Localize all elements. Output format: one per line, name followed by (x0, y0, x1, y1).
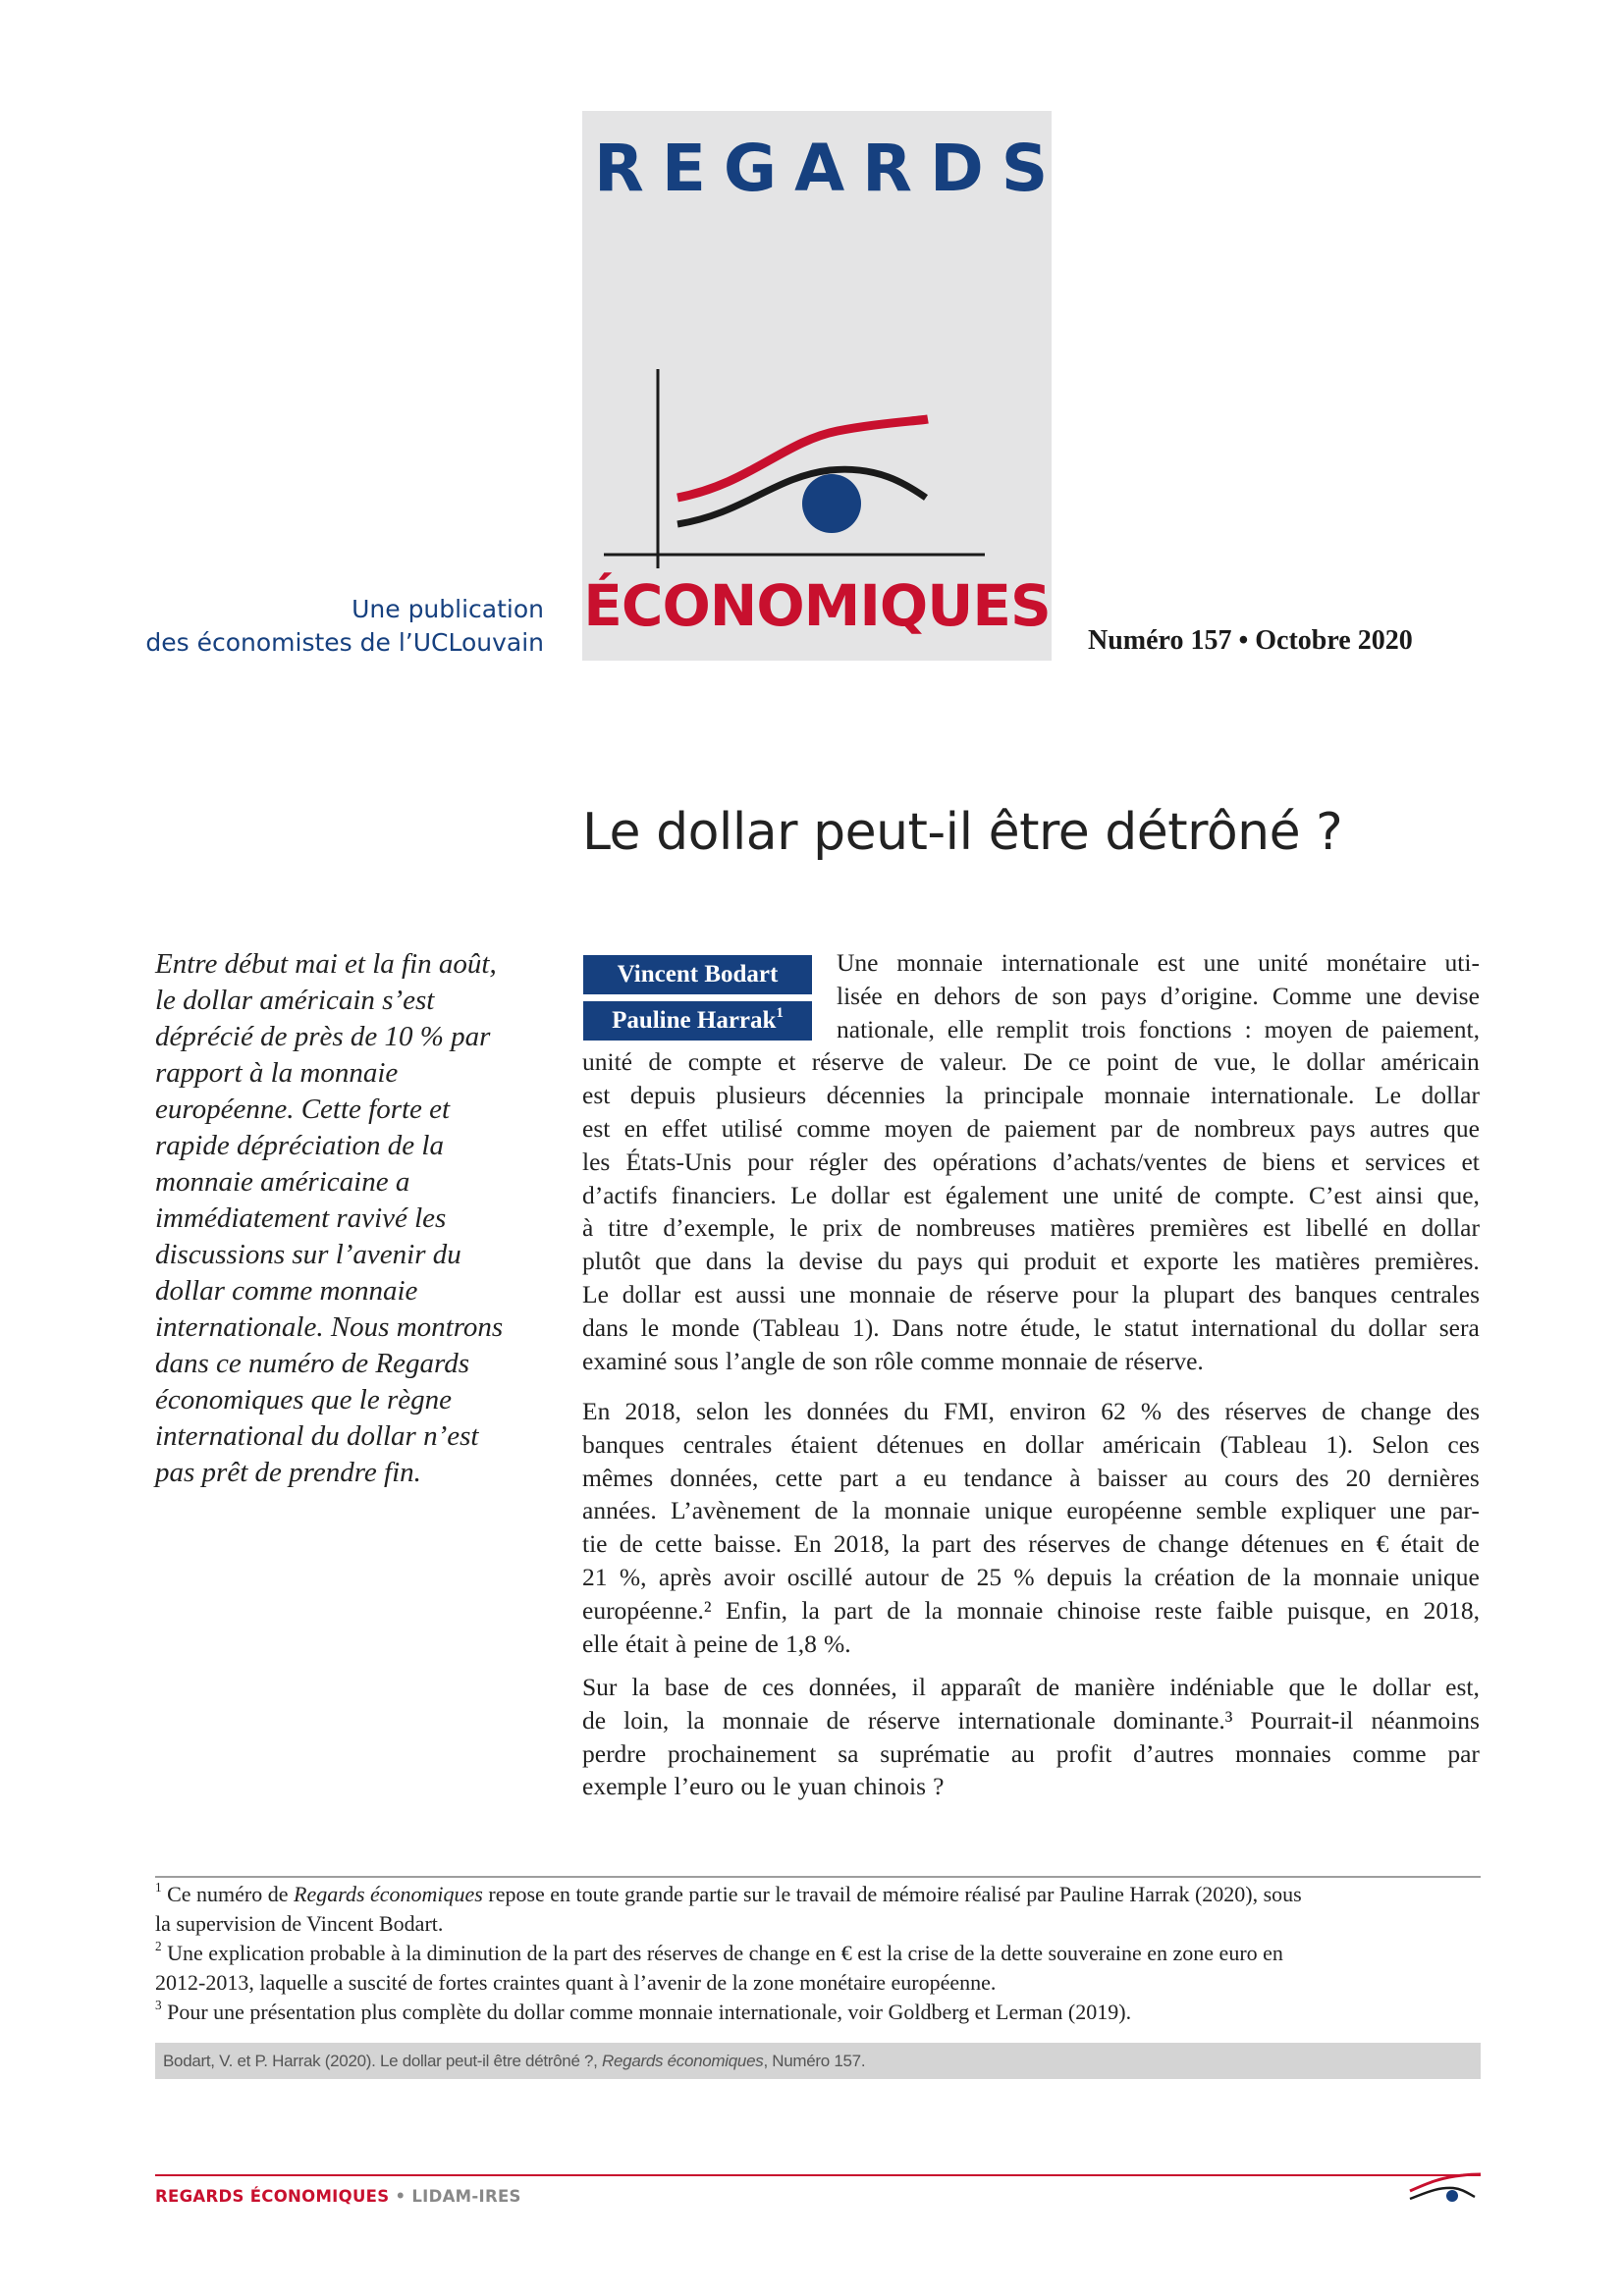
footnote-text: Une explication probable à la diminution de la part des réserves de change en € est la crise de la dette souveraine en zone euro en (167, 1941, 1283, 1965)
citation-journal: Regards économiques (602, 2052, 764, 2070)
body-line: d’actifs financiers. Le dollar est également une unité de compte. C’est ainsi que, (582, 1180, 1480, 1209)
footnote-line (155, 1998, 1481, 2027)
abstract-line: rapide dépréciation de la (155, 1130, 444, 1161)
body-line: les États-Unis pour régler des opérations d’achats/ventes de biens et services et (582, 1147, 1480, 1176)
regards-logo-graph-icon (582, 248, 1052, 572)
body-line: dans le monde (Tableau 1). Dans notre étude, le statut international du dollar sera (582, 1312, 1480, 1342)
footer-separator: • (395, 2187, 406, 2206)
logo-wordmark-bottom: ÉCONOMIQUES (583, 572, 1051, 639)
abstract (155, 946, 538, 1491)
abstract-line: déprécié de près de 10 % par (155, 1021, 491, 1052)
footnote-line: 2012-2013, laquelle a suscité de fortes craintes quant à l’avenir de la zone monétaire européenne. (155, 1970, 997, 1995)
body-line: mêmes données, cette part a eu tendance à baisser au cours des 20 dernières (582, 1463, 1480, 1492)
citation-prefix: Bodart, V. et P. Harrak (2020). Le dollar peut-il être détrôné ?, (163, 2052, 603, 2070)
footnote-divider (155, 1876, 1481, 1878)
body-line: exemple l’euro ou le yuan chinois ? (582, 1772, 945, 1801)
body-line: banques centrales étaient détenues en dollar américain (Tableau 1). Selon ces (582, 1429, 1480, 1459)
footnote-line: la supervision de Vincent Bodart. (155, 1911, 444, 1936)
abstract-line: international du dollar n’est (155, 1420, 479, 1452)
footnote-line (155, 1880, 1481, 1909)
body-paragraph (582, 946, 1480, 1377)
publication-tagline (145, 593, 544, 660)
footer-divider (155, 2174, 1481, 2176)
abstract-line: dollar comme monnaie (155, 1275, 418, 1307)
body-line: de loin, la monnaie de réserve internationale dominante.³ Pourrait-il néanmoins (582, 1705, 1480, 1735)
abstract-line: pas prêt de prendre fin. (155, 1457, 421, 1488)
footnote-number: 2 (155, 1939, 162, 1954)
footer-brand (155, 2187, 521, 2206)
footer-org: LIDAM-IRES (411, 2187, 521, 2206)
abstract-line: rapport à la monnaie (155, 1057, 399, 1089)
body-paragraph (582, 1671, 1480, 1803)
abstract-line: européenne. Cette forte et (155, 1094, 451, 1125)
body-line: 21 %, après avoir oscillé autour de 25 % depuis la création de la monnaie unique (582, 1562, 1480, 1591)
footnotes (155, 1880, 1481, 2027)
footnote-text: Pour une présentation plus complète du dollar comme monnaie internationale, voir Goldberg et Lerman (2019). (167, 2000, 1132, 2024)
body-line: Le dollar est aussi une monnaie de réserve pour la plupart des banques centrales (582, 1279, 1480, 1308)
footnote-number: 1 (155, 1880, 162, 1896)
footnote-line (155, 1939, 1481, 1968)
body-line: est depuis plusieurs décennies la principale monnaie internationale. Le dollar (582, 1081, 1480, 1110)
body-paragraph (582, 1395, 1480, 1660)
masthead-logo (582, 111, 1066, 661)
abstract-line: discussions sur l’avenir du (155, 1239, 461, 1270)
body-line: lisée en dehors de son pays d’origine. Comme une devise (837, 981, 1480, 1010)
abstract-line: dans ce numéro de Regards (155, 1348, 470, 1379)
body-line: Sur la base de ces données, il apparaît de manière indéniable que le dollar est, (582, 1673, 1480, 1701)
abstract-line: le dollar américain s’est (155, 985, 435, 1016)
author-name: Pauline Harrak (612, 1007, 777, 1034)
footer-brand-name: REGARDS ÉCONOMIQUES (155, 2187, 390, 2206)
author-name: Vincent Bodart (617, 961, 779, 988)
article-title: Le dollar peut-il être détrôné ? (582, 803, 1343, 862)
footnote-text: Ce numéro de Regards économiques repose en toute grande partie sur le travail de mémoire réalisé par Pauline Harrak (2020), sous (167, 1882, 1302, 1906)
body-line: unité de compte et réserve de valeur. De ce point de vue, le dollar américain (582, 1047, 1480, 1077)
abstract-line: immédiatement ravivé les (155, 1202, 447, 1234)
body-line: Une monnaie internationale est une unité monétaire uti- (837, 948, 1480, 977)
footnote-number: 3 (155, 1998, 162, 2013)
body-line: elle était à peine de 1,8 %. (582, 1629, 851, 1658)
abstract-line: économiques que le règne (155, 1384, 452, 1415)
publication-line-1: Une publication (352, 595, 544, 623)
abstract-line: monnaie américaine a (155, 1166, 410, 1198)
abstract-line: internationale. Nous montrons (155, 1311, 504, 1343)
body-line: années. L’avènement de la monnaie unique européenne semble expliquer une par- (582, 1496, 1480, 1525)
body-line: à titre d’exemple, le prix de nombreuses matières premières est libellé en dollar (582, 1213, 1480, 1243)
issue-number: Numéro 157 • Octobre 2020 (1088, 625, 1413, 656)
body-line: perdre prochainement sa suprématie au profit d’autres monnaies comme par (582, 1738, 1480, 1768)
body-line: examiné sous l’angle de son rôle comme monnaie de réserve. (582, 1346, 1204, 1375)
body-line: En 2018, selon les données du FMI, environ 62 % des réserves de change des (582, 1397, 1480, 1425)
footnote-ref[interactable]: 1 (776, 1005, 784, 1022)
footer-eye-logo-icon (1406, 2169, 1485, 2209)
body-line: nationale, elle remplit trois fonctions : moyen de paiement, (837, 1014, 1480, 1043)
body-line: est en effet utilisé comme moyen de paiement par de nombreux pays autres que (582, 1113, 1480, 1143)
abstract-line: Entre début mai et la fin août, (155, 948, 497, 980)
citation-suffix: , Numéro 157. (763, 2052, 866, 2070)
body-line: tie de cette baisse. En 2018, la part des réserves de change détenues en € était de (582, 1529, 1480, 1559)
body-line: plutôt que dans la devise du pays qui produit et exporte les matières premières. (582, 1247, 1480, 1276)
logo-wordmark-top: REGARDS (594, 131, 1066, 206)
body-line: européenne.² Enfin, la part de la monnaie chinoise reste faible puisque, en 2018, (582, 1595, 1480, 1625)
citation-bar (155, 2043, 1481, 2079)
publication-line-2: des économistes de l’UCLouvain (145, 628, 544, 657)
